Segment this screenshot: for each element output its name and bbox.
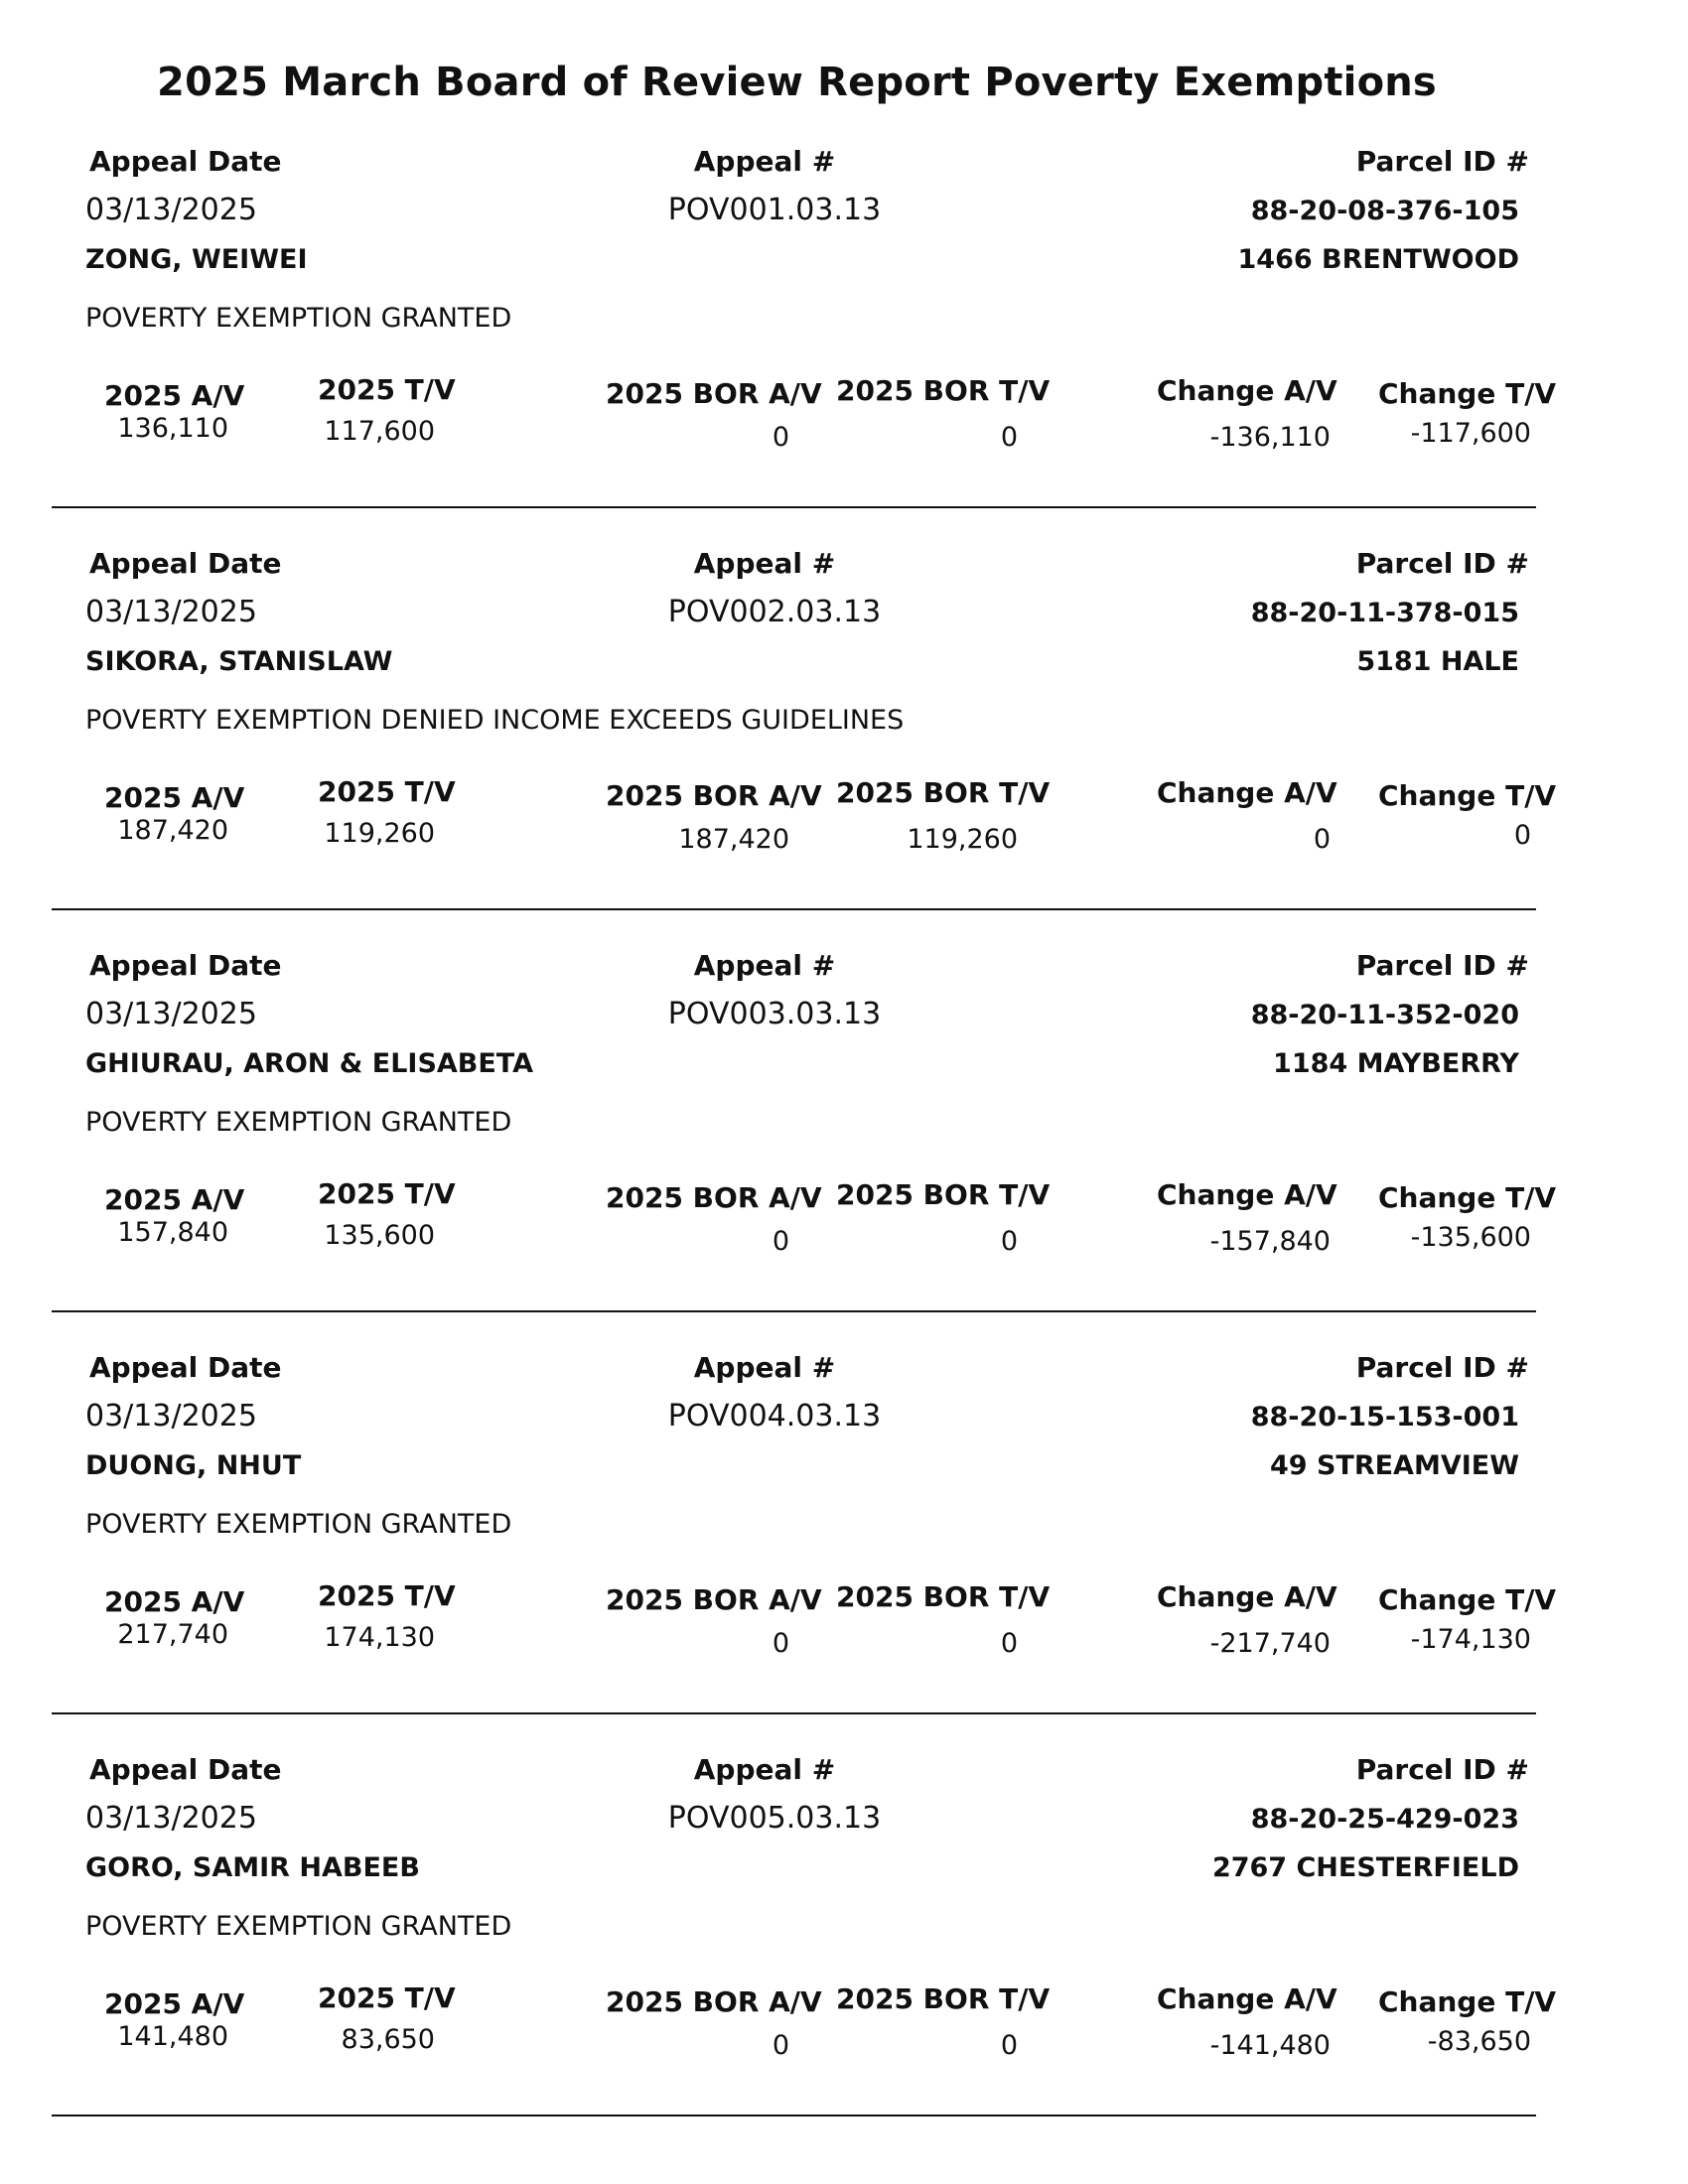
appeal-date-header: Appeal Date [89,145,282,178]
assessed-value-header: 2025 A/V [104,1585,245,1618]
appeal-number-value: POV004.03.13 [667,1399,882,1433]
bor-assessed-value-header: 2025 BOR A/V [606,1985,822,2018]
appeal-date-header: Appeal Date [89,547,282,580]
assessed-value-header: 2025 A/V [104,379,245,412]
appeal-record [0,804,1688,1257]
bor-assessed-value: 0 [772,2030,789,2061]
appeal-number-value: POV005.03.13 [667,1801,882,1836]
change-assessed-value-header: Change A/V [1157,374,1337,407]
parcel-id-value: 88-20-11-352-020 [1250,1000,1519,1030]
record-divider [52,2115,1536,2116]
change-assessed-value: 0 [1313,824,1331,855]
appeal-number-value: POV002.03.13 [667,595,882,629]
property-address: 2767 CHESTERFIELD [1211,1852,1519,1883]
bor-taxable-value: 0 [1000,1628,1018,1659]
property-address: 49 STREAMVIEW [1269,1450,1519,1481]
appeal-record [0,1608,1688,2061]
taxable-value-header: 2025 T/V [318,1981,456,2014]
parcel-id-header: Parcel ID # [1355,547,1529,580]
owner-name: DUONG, NHUT [85,1450,302,1481]
bor-taxable-value-header: 2025 BOR T/V [836,1178,1051,1211]
change-assessed-value-header: Change A/V [1157,1580,1337,1613]
bor-taxable-value-header: 2025 BOR T/V [836,1580,1051,1613]
appeal-date-header: Appeal Date [89,1753,282,1786]
bor-assessed-value-header: 2025 BOR A/V [606,1583,822,1616]
taxable-value: 135,600 [324,1220,435,1251]
change-taxable-value: -135,600 [1410,1222,1531,1253]
taxable-value-header: 2025 T/V [318,775,456,808]
parcel-id-header: Parcel ID # [1355,1753,1529,1786]
assessed-value: 157,840 [117,1217,228,1248]
taxable-value-header: 2025 T/V [318,1177,456,1210]
change-taxable-value: 0 [1513,820,1531,851]
change-taxable-value-header: Change T/V [1378,779,1557,812]
exemption-status: POVERTY EXEMPTION DENIED INCOME EXCEEDS GUIDELINES [85,705,905,736]
exemption-status: POVERTY EXEMPTION GRANTED [85,303,512,334]
exemption-status: POVERTY EXEMPTION GRANTED [85,1107,512,1138]
appeal-number-header: Appeal # [693,949,836,982]
exemption-status: POVERTY EXEMPTION GRANTED [85,1509,512,1540]
assessed-value: 141,480 [117,2021,228,2052]
change-taxable-value: -117,600 [1410,418,1531,449]
taxable-value: 119,260 [324,818,435,849]
exemption-status: POVERTY EXEMPTION GRANTED [85,1911,512,1942]
bor-taxable-value: 119,260 [907,824,1018,855]
change-assessed-value: -157,840 [1209,1226,1331,1257]
bor-assessed-value: 0 [772,1628,789,1659]
taxable-value: 117,600 [324,416,435,447]
taxable-value-header: 2025 T/V [318,373,456,406]
bor-assessed-value: 0 [772,1226,789,1257]
change-taxable-value-header: Change T/V [1378,1181,1557,1214]
property-address: 1466 BRENTWOOD [1237,244,1519,275]
change-assessed-value: -141,480 [1209,2030,1331,2061]
bor-assessed-value: 0 [772,422,789,453]
bor-assessed-value-header: 2025 BOR A/V [606,377,822,410]
owner-name: GHIURAU, ARON & ELISABETA [85,1048,534,1079]
change-assessed-value: -136,110 [1209,422,1331,453]
parcel-id-value: 88-20-15-153-001 [1250,1402,1519,1433]
change-taxable-value-header: Change T/V [1378,377,1557,410]
appeal-record [0,0,1688,453]
change-taxable-value: -174,130 [1410,1624,1531,1655]
assessed-value-header: 2025 A/V [104,1987,245,2020]
appeal-date-value: 03/13/2025 [85,1399,257,1433]
taxable-value: 83,650 [341,2024,435,2055]
parcel-id-header: Parcel ID # [1355,949,1529,982]
change-assessed-value: -217,740 [1209,1628,1331,1659]
change-assessed-value-header: Change A/V [1157,1178,1337,1211]
appeal-number-header: Appeal # [693,1753,836,1786]
appeal-date-header: Appeal Date [89,1351,282,1384]
appeal-record [0,402,1688,855]
owner-name: SIKORA, STANISLAW [85,646,393,677]
change-assessed-value-header: Change A/V [1157,1982,1337,2015]
bor-taxable-value: 0 [1000,1226,1018,1257]
assessed-value: 187,420 [117,815,228,846]
parcel-id-value: 88-20-08-376-105 [1250,196,1519,226]
appeal-record [0,1206,1688,1659]
property-address: 5181 HALE [1356,646,1519,677]
page-title: 2025 March Board of Review Report Poverty Exemptions [157,60,1437,105]
assessed-value-header: 2025 A/V [104,781,245,814]
parcel-id-value: 88-20-11-378-015 [1250,598,1519,628]
bor-taxable-value: 0 [1000,2030,1018,2061]
assessed-value-header: 2025 A/V [104,1183,245,1216]
parcel-id-value: 88-20-25-429-023 [1250,1804,1519,1835]
parcel-id-header: Parcel ID # [1355,145,1529,178]
bor-taxable-value-header: 2025 BOR T/V [836,776,1051,809]
taxable-value-header: 2025 T/V [318,1579,456,1612]
bor-taxable-value: 0 [1000,422,1018,453]
taxable-value: 174,130 [324,1622,435,1653]
appeal-date-value: 03/13/2025 [85,193,257,227]
property-address: 1184 MAYBERRY [1273,1048,1519,1079]
change-taxable-value-header: Change T/V [1378,1583,1557,1616]
change-assessed-value-header: Change A/V [1157,776,1337,809]
assessed-value: 217,740 [117,1619,228,1650]
bor-taxable-value-header: 2025 BOR T/V [836,1982,1051,2015]
change-taxable-value-header: Change T/V [1378,1985,1557,2018]
appeal-date-header: Appeal Date [89,949,282,982]
appeal-number-header: Appeal # [693,547,836,580]
appeal-number-header: Appeal # [693,1351,836,1384]
appeal-date-value: 03/13/2025 [85,595,257,629]
owner-name: GORO, SAMIR HABEEB [85,1852,420,1883]
appeal-number-value: POV003.03.13 [667,997,882,1031]
assessed-value: 136,110 [117,413,228,444]
appeal-date-value: 03/13/2025 [85,997,257,1031]
appeal-date-value: 03/13/2025 [85,1801,257,1836]
bor-assessed-value: 187,420 [678,824,789,855]
owner-name: ZONG, WEIWEI [85,244,308,275]
change-taxable-value: -83,650 [1427,2026,1531,2057]
appeal-number-value: POV001.03.13 [667,193,882,227]
appeal-number-header: Appeal # [693,145,836,178]
bor-taxable-value-header: 2025 BOR T/V [836,374,1051,407]
bor-assessed-value-header: 2025 BOR A/V [606,779,822,812]
bor-assessed-value-header: 2025 BOR A/V [606,1181,822,1214]
parcel-id-header: Parcel ID # [1355,1351,1529,1384]
